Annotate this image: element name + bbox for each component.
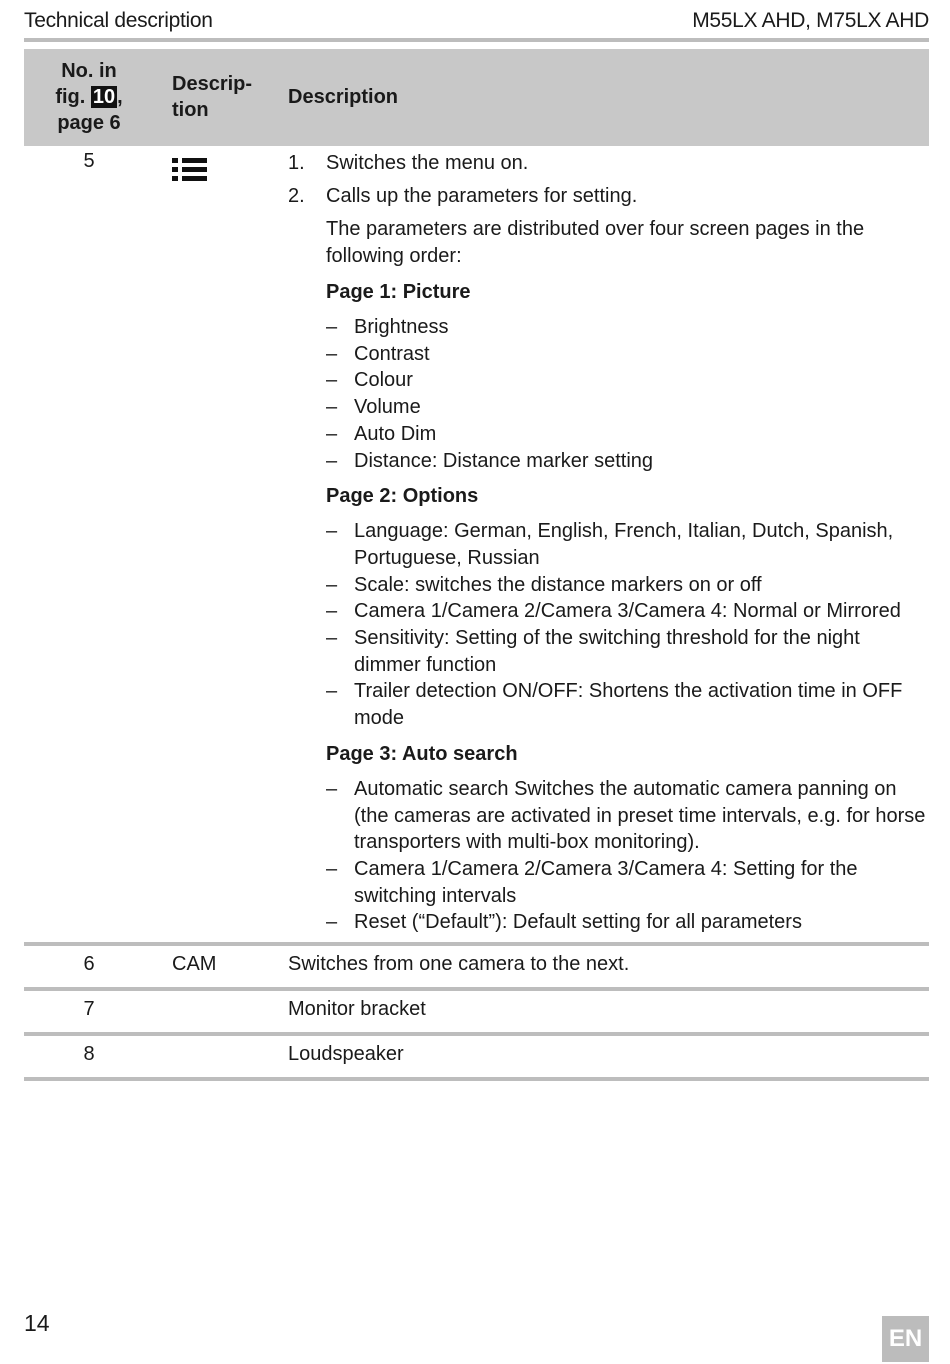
row-number: 7 (24, 989, 154, 1034)
list-item: – Volume (326, 396, 421, 419)
row-symbol (154, 1034, 288, 1079)
controls-table (24, 49, 929, 1081)
table-row (24, 1034, 929, 1079)
page3-title: Page 3: Auto search (326, 742, 518, 765)
header-divider (24, 38, 929, 42)
language-tab: EN (882, 1316, 929, 1362)
list-item: – Trailer detection ON/OFF: Shortens the activation time in OFF mode (326, 680, 903, 730)
step-item: 2. Calls up the parameters for setting. (288, 185, 638, 207)
figure-reference: 10 (92, 86, 116, 108)
step-list (288, 150, 929, 209)
page2-list (326, 518, 929, 732)
row-description: Switches from one camera to the next. (288, 944, 929, 989)
page1-list (326, 314, 929, 474)
table-header-row (24, 49, 929, 146)
header-description: Description (288, 49, 929, 146)
row-number: 6 (24, 944, 154, 989)
page1-title: Page 1: Picture (326, 281, 471, 303)
list-item: – Contrast (326, 342, 430, 365)
header-number: No. in fig. 10 , page 6 (24, 49, 154, 146)
menu-list-icon (172, 158, 208, 188)
list-item: – Colour (326, 369, 413, 392)
row-description (288, 146, 929, 944)
table-row (24, 989, 929, 1034)
row-number: 5 (83, 150, 95, 172)
row-description: Monitor bracket (288, 989, 929, 1034)
page2-title: Page 2: Options (326, 485, 479, 508)
table-row (24, 944, 929, 989)
row-number: 8 (24, 1034, 154, 1079)
list-item: – Auto Dim (326, 422, 437, 445)
list-item: – Reset (“Default”): Default setting for all parameters (326, 911, 802, 934)
step-item: 1. Switches the menu on. (288, 152, 529, 174)
list-item: – Sensitivity: Setting of the switching threshold for the night dimmer function (326, 627, 860, 676)
intro-text: The parameters are distributed over four screen pages in the following order: (326, 218, 865, 267)
list-item: – Camera 1/Camera 2/Camera 3/Camera 4: Normal or Mirrored (326, 600, 901, 623)
list-item: – Automatic search Switches the automatic camera panning on (the cameras are activated in preset time intervals, e.g. for horse transporters with multi-box monitoring). (326, 777, 926, 854)
page-number: 14 (24, 1310, 50, 1336)
row-symbol: CAM (154, 944, 288, 989)
row-symbol (154, 146, 288, 944)
list-item: – Distance: Distance marker setting (326, 449, 654, 472)
list-item: – Brightness (326, 316, 449, 338)
list-item: – Language: German, English, French, Italian, Dutch, Spanish, Portuguese, Russian (326, 520, 894, 569)
section-title: Technical description (24, 9, 213, 32)
table-row (24, 146, 929, 944)
row-description: Loudspeaker (288, 1034, 929, 1079)
parameter-pages (326, 216, 929, 936)
list-item: – Scale: switches the distance markers on or off (326, 573, 762, 596)
model-name: M55LX AHD, M75LX AHD (692, 9, 929, 32)
row-symbol (154, 989, 288, 1034)
page3-list (326, 776, 929, 936)
header-symbol: Descrip- tion (154, 49, 288, 146)
page-header (24, 6, 929, 36)
list-item: – Camera 1/Camera 2/Camera 3/Camera 4: Setting for the switching intervals (326, 857, 858, 907)
